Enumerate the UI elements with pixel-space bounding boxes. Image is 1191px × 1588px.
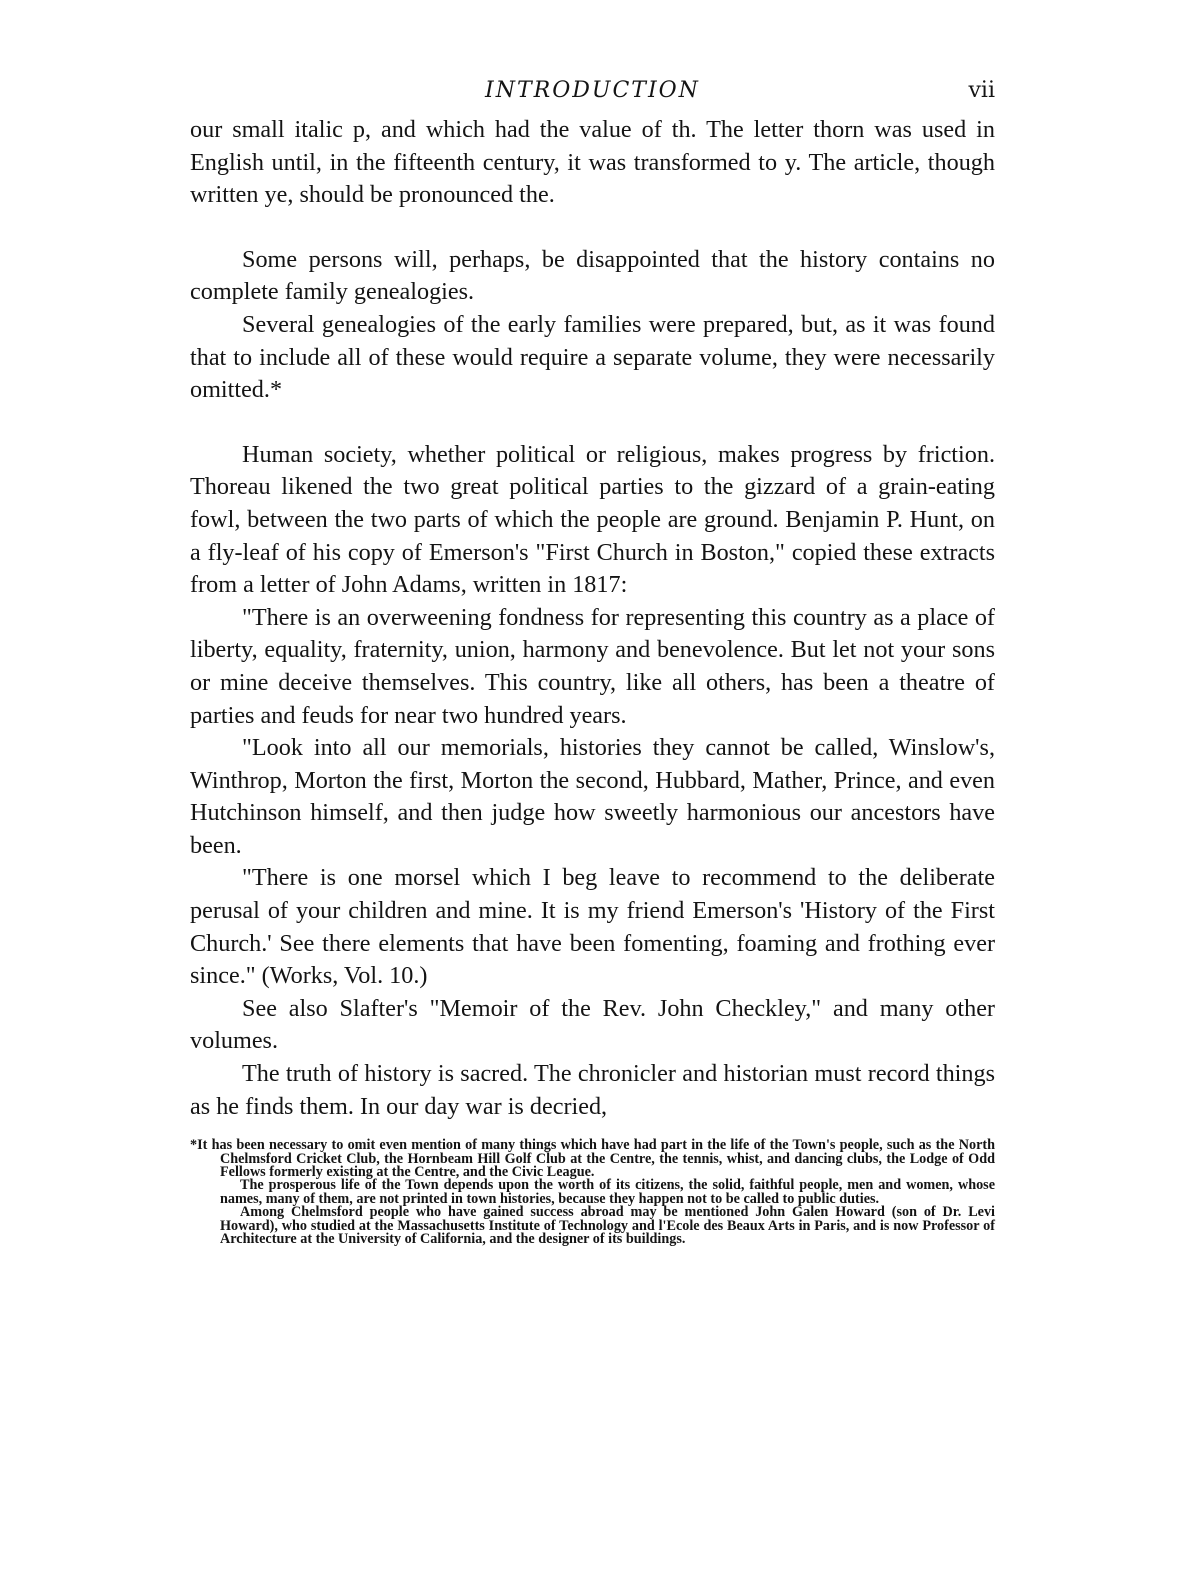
book-page <box>190 78 995 1246</box>
footnotes <box>190 1139 995 1246</box>
paragraph-slafter: See also Slafter's "Memoir of the Rev. John Checkley," and many other volumes. <box>190 994 995 1055</box>
paragraph-genealogies-intro: Some persons will, perhaps, be disappointed that the history contains no complete family genealogies. <box>190 245 995 306</box>
running-head: INTRODUCTION <box>485 78 700 103</box>
paragraph-friction: Human society, whether political or religious, makes progress by friction. Thoreau likened the two great political parties to the gizzard of a grain-eating fowl, between the two parts of which the people are ground. Benjamin P. Hunt, on a fly-leaf of his copy of Emerson's "First Church in Boston," copied these extracts from a letter of John Adams, written in 1817: <box>190 440 995 599</box>
paragraph-adams-quote-2: "Look into all our memorials, histories they cannot be called, Winslow's, Winthrop, Morton the first, Morton the second, Hubbard, Mather, Prince, and even Hutchinson himself, and then judge how sweetly harmonious our ancestors have been. <box>190 734 995 859</box>
footnote-chelmsford-people: Among Chelmsford people who have gained success abroad may be mentioned John Galen Howard (son of Dr. Levi Howard), who studied at the Massachusetts Institute of Technology and l'Ecole des Beaux Arts in Paris, and is now Professor of Architecture at the University of California, and the designer of its buildings. <box>220 1204 995 1248</box>
page-number: vii <box>968 78 995 103</box>
paragraph-genealogies-omitted: Several genealogies of the early families were prepared, but, as it was found that to include all of these would require a separate volume, they were necessarily omitted.* <box>190 310 995 404</box>
paragraph-thorn: our small italic p, and which had the value of th. The letter thorn was used in English until, in the fifteenth century, it was transformed to y. The article, though written ye, should be pronounced the. <box>190 116 995 209</box>
page-header <box>190 78 995 114</box>
paragraph-adams-quote-1: "There is an overweening fondness for representing this country as a place of liberty, equality, fraternity, union, harmony and benevolence. But let not your sons or mine deceive themselves. This country, like all others, has been a theatre of parties and feuds for near two hundred years. <box>190 603 995 729</box>
footnote-citizens: The prosperous life of the Town depends upon the worth of its citizens, the solid, faithful people, men and women, whose names, many of them, are not printed in town histories, because they happen not to be called to public duties. <box>220 1177 995 1207</box>
body-text <box>190 114 995 1123</box>
section-break <box>190 212 995 244</box>
paragraph-adams-quote-3: "There is one morsel which I beg leave to recommend to the deliberate perusal of your children and mine. It is my friend Emerson's 'History of the First Church.' See there elements that have been fomenting, foaming and frothing ever since." (Works, Vol. 10.) <box>190 864 995 990</box>
footnote-omissions: *It has been necessary to omit even mention of many things which have had part in the life of the Town's people, such as the North Chelmsford Cricket Club, the Hornbeam Hill Golf Club at the Centre, the tennis, whist, and dancing clubs, the Lodge of Odd Fellows formerly existing at the Centre, and the Civic League. <box>190 1137 995 1181</box>
section-break <box>190 407 995 439</box>
paragraph-truth-of-history: The truth of history is sacred. The chronicler and historian must record things as he finds them. In our day war is decried, <box>190 1060 995 1120</box>
